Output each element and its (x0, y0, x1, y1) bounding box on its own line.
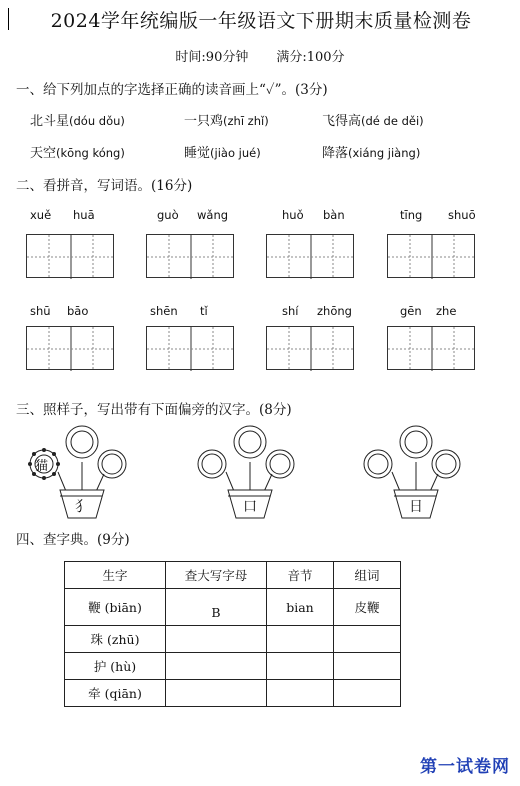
pinyin-4a: tīng (400, 208, 423, 222)
grid-lines (388, 327, 476, 371)
header-cell: 生字 (65, 562, 166, 589)
header-cell: 音节 (267, 562, 334, 589)
s1-item-1 (30, 110, 125, 129)
radical-3: 日 (409, 499, 423, 515)
table-row (65, 589, 401, 626)
grid-lines (147, 235, 235, 279)
table-cell[interactable] (267, 626, 334, 653)
table-cell[interactable]: 皮鞭 (334, 589, 401, 626)
s1-item-4 (30, 142, 125, 161)
s1-word: 降落 (322, 146, 349, 161)
table-row (65, 680, 401, 707)
pinyin-8a: gēn (400, 304, 422, 318)
table-header-row (65, 562, 401, 589)
dictionary-table (64, 561, 401, 707)
grid-lines (267, 235, 355, 279)
table-cell[interactable] (267, 653, 334, 680)
table-cell[interactable] (166, 653, 267, 680)
section4-heading: 四、查字典。(9分) (16, 532, 130, 548)
s1-options: (dóu dǒu) (69, 114, 125, 128)
table-cell: 护 (hù) (65, 653, 166, 680)
writing-grid[interactable] (266, 326, 354, 370)
writing-grid[interactable] (26, 326, 114, 370)
page-title: 2024学年统编版一年级语文下册期末质量检测卷 (50, 10, 472, 32)
table-cell[interactable] (334, 653, 401, 680)
grid-lines (27, 327, 115, 371)
table-row (65, 626, 401, 653)
writing-grid[interactable] (387, 234, 475, 278)
flower-pot-1 (24, 420, 150, 520)
table-cell[interactable]: B (166, 589, 267, 626)
writing-grid[interactable] (26, 234, 114, 278)
s1-options: (xiáng jiàng) (348, 146, 421, 160)
s1-options: (jiào jué) (210, 146, 261, 160)
pinyin-1a: xuě (30, 208, 52, 222)
table-cell[interactable] (267, 680, 334, 707)
pinyin-1b: huā (73, 208, 95, 222)
pinyin-5a: shū (30, 304, 51, 318)
s1-word: 飞得高 (322, 114, 362, 129)
s1-options: (kōng kóng) (56, 146, 125, 160)
s1-item-2 (184, 110, 269, 129)
example-char: 猫 (35, 459, 49, 474)
radical-2: 口 (243, 499, 257, 515)
grid-lines (27, 235, 115, 279)
s1-word: 北斗星 (30, 114, 70, 129)
header-cell: 组词 (334, 562, 401, 589)
s1-item-5 (184, 142, 261, 161)
pinyin-3b: bàn (323, 208, 345, 222)
site-watermark: 第一试卷网 (420, 757, 510, 777)
writing-grid[interactable] (387, 326, 475, 370)
pinyin-3a: huǒ (282, 208, 304, 222)
s1-item-6 (322, 142, 420, 161)
table-row (65, 653, 401, 680)
section3-heading: 三、照样子，写出带有下面偏旁的汉字。(8分) (16, 402, 292, 418)
table-cell: 鞭 (biān) (65, 589, 166, 626)
s1-item-3 (322, 110, 424, 129)
pinyin-7b: zhōng (317, 304, 352, 318)
exam-time: 时间:90分钟 (175, 50, 249, 65)
pinyin-6b: tǐ (200, 304, 208, 318)
table-cell[interactable] (166, 626, 267, 653)
pinyin-5b: bāo (67, 304, 89, 318)
exam-meta (0, 46, 520, 65)
writing-grid[interactable] (146, 326, 234, 370)
grid-lines (388, 235, 476, 279)
s1-word: 睡觉 (184, 146, 211, 161)
pinyin-4b: shuō (448, 208, 476, 222)
table-cell[interactable] (334, 626, 401, 653)
writing-grid[interactable] (266, 234, 354, 278)
flower-pot-2 (192, 420, 318, 520)
radical-1: 犭 (75, 499, 89, 515)
section2-heading: 二、看拼音，写词语。(16分) (16, 178, 193, 194)
grid-lines (147, 327, 235, 371)
pinyin-6a: shēn (150, 304, 178, 318)
flower-pot-3 (358, 420, 484, 520)
s1-options: (dé de děi) (361, 114, 424, 128)
writing-grid[interactable] (146, 234, 234, 278)
table-cell[interactable] (334, 680, 401, 707)
section1-heading: 一、给下列加点的字选择正确的读音画上“✓”。(3分) (16, 82, 328, 98)
pinyin-2a: guò (157, 208, 179, 222)
s1-word: 天空 (30, 146, 57, 161)
exam-score: 满分:100分 (276, 50, 345, 65)
table-cell: 牵 (qiān) (65, 680, 166, 707)
table-cell[interactable]: bian (267, 589, 334, 626)
table-cell[interactable] (166, 680, 267, 707)
pinyin-8b: zhe (436, 304, 457, 318)
header-cell: 查大写字母 (166, 562, 267, 589)
grid-lines (267, 327, 355, 371)
s1-word: 一只鸡 (184, 114, 224, 129)
pinyin-7a: shí (282, 304, 299, 318)
pinyin-2b: wǎng (197, 208, 229, 222)
table-cell: 珠 (zhū) (65, 626, 166, 653)
s1-options: (zhī zhǐ) (223, 114, 269, 128)
